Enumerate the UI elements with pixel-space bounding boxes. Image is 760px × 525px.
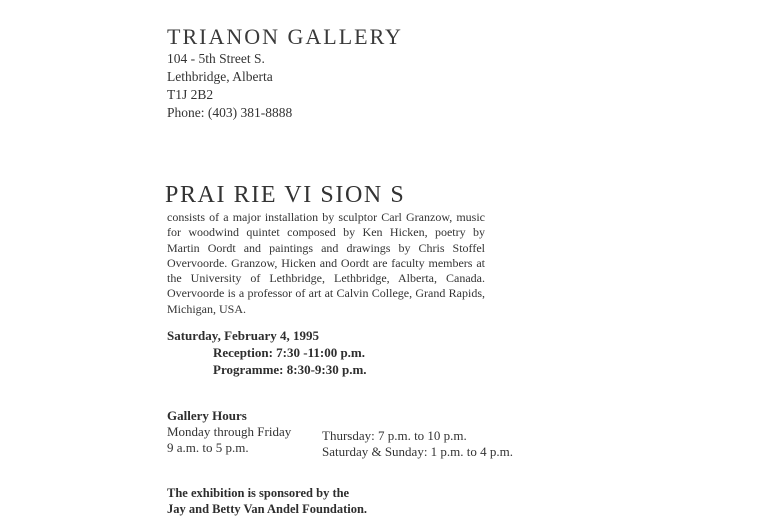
event-programme-time: Programme: 8:30-9:30 p.m. <box>213 362 367 377</box>
sponsor-line-1: The exhibition is sponsored by the <box>167 486 350 500</box>
address-postal-code: T1J 2B2 <box>167 87 214 102</box>
sponsor-line-2: Jay and Betty Van Andel Foundation. <box>167 502 368 516</box>
gallery-name: TRIANON GALLERY <box>167 24 403 49</box>
sponsor-note <box>167 485 367 517</box>
event-reception-time: Reception: 7:30 -11:00 p.m. <box>213 345 366 360</box>
weekday-days: Monday through Friday <box>167 424 292 439</box>
thursday-hours: Thursday: 7 p.m. to 10 p.m. <box>322 428 467 443</box>
event-date: Saturday, February 4, 1995 <box>167 328 320 343</box>
weekend-hours: Saturday & Sunday: 1 p.m. to 4 p.m. <box>322 444 514 459</box>
weekday-times: 9 a.m. to 5 p.m. <box>167 440 249 455</box>
gallery-hours-weekday <box>167 424 291 456</box>
gallery-address <box>167 50 292 122</box>
exhibition-title: PRAI RIE VI SION S <box>165 182 406 208</box>
address-city: Lethbridge, Alberta <box>167 69 273 84</box>
gallery-hours-extended <box>322 428 513 460</box>
gallery-hours-heading: Gallery Hours <box>167 408 247 423</box>
address-street: 104 - 5th Street S. <box>167 51 265 66</box>
address-phone: Phone: (403) 381-8888 <box>167 105 293 120</box>
exhibition-description: consists of a major installation by sculptor Carl Granzow, music for woodwind quintet composed by Ken Hicken, poetry by Martin Oordt and paintings and drawings by Chris Stoffel Overvoorde. Granzow, Hicken and Oordt are faculty members at the University of Lethbridge, Lethbridge, Alberta, Canada. Overvoorde is a professor of art at Calvin College, Grand Rapids, Michigan, USA. <box>167 210 485 316</box>
